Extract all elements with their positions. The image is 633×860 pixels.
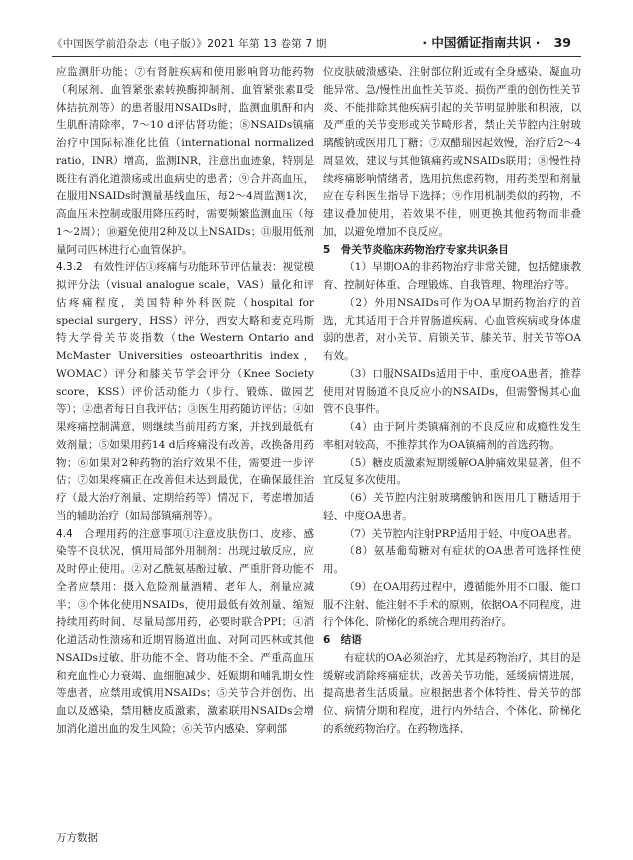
right-column	[323, 64, 581, 739]
section-header	[422, 33, 571, 51]
footer-watermark: 万方数据	[56, 832, 98, 844]
consensus-item: （2）外用NSAIDs可作为OA早期药物治疗的首选，尤其适用于合并胃肠道疾病、心血管疾病或身体虚弱的患者，对小关节、肩锁关节、膝关节、肘关节等OA有效。	[323, 296, 581, 362]
consensus-item: （8）氨基葡萄糖对有症状的OA患者可选择性使用。	[323, 545, 581, 575]
consensus-item: （4）由于阿片类镇痛剂的不良反应和成瘾性发生率相对较高，不推荐其作为OA镇痛剂的首选药物。	[323, 421, 581, 451]
section-title: · 中国循证指南共识 ·	[422, 35, 541, 50]
consensus-item: （9）在OA用药过程中，遵循能外用不口服、能口服不注射、能注射不手术的原则，依据OA不同程度，进行个体化、阶梯化的系统合理用药治疗。	[323, 580, 581, 629]
journal-header: 《中国医学前沿杂志（电子版）》2021 年第 13 卷第 7 期	[52, 38, 327, 50]
page-number: 39	[553, 35, 571, 50]
consensus-item: （7）关节腔内注射PRP适用于轻、中度OA患者。	[344, 527, 578, 540]
consensus-item: （6）关节腔内注射玻璃酸钠和医用几丁糖适用于轻、中度OA患者。	[323, 492, 581, 522]
consensus-item: （1）早期OA的非药物治疗非常关键，包括健康教育、控制好体重、合理锻炼、自我管理、物理治疗等。	[323, 261, 581, 291]
header-divider	[52, 56, 581, 57]
subsection-label: 4.3.2 有效性评估	[56, 261, 146, 274]
consensus-item: （5）糖皮质激素短期缓解OA肿痛效果显著，但不宜反复多次使用。	[323, 456, 581, 487]
consensus-item: （3）口服NSAIDs适用于中、重度OA患者，推荐使用对胃肠道不良反应小的NSAIDs，但需警惕其心血管不良事件。	[323, 367, 581, 416]
paragraph: 位皮肤破溃感染、注射部位附近或有全身感染、凝血功能异常、急/慢性出血性关节炎、损伤严重的创伤性关节炎、不能排除其他疾病引起的关节明显肿胀和积液，以及严重的关节变形或关节畸形者，禁止关节腔内注射玻璃酸钠或医用几丁糖；⑦双醋瑞因起效慢，治疗后2～4周显效，建议与其他镇痛药或NSAIDs联用；⑧慢性持续疼痛影响情绪者，选用抗焦虑药物，用药类型和剂量应在专科医生指导下选择；⑨作用机制类似的药物，不建议叠加使用，若效果不佳，则更换其他药物而非叠加，以避免增加不良反应。	[323, 66, 581, 238]
paragraph: 4.3.2 有效性评估①疼痛与功能环节评估量表：视觉模拟评分法（visual analogue scale，VAS）量化和评估疼痛程度，美国特种外科医院（hospital for special surgery，HSS）评分，西安大略和麦克玛斯特大学骨关节炎指数（the Western Ontario and McMaster Universities osteoarthritis index，WOMAC）评分和膝关节学会评分（Knee Society score，KSS）评价活动能力（步行、锻炼、做园艺等）；②患者每日自我评估；③医生用药随访评估；④如果疼痛控制满意，则继续当前用药方案，并找到最低有效剂量；⑤如果用药14 d后疼痛没有改善，改换备用药物；⑥如果对2种药物的治疗效果不佳，需要进一步评估；⑦如果疼痛正在改善但未达到最优，在确保最佳治疗（最大治疗剂量、定期给药等）情况下，考虑增加适当的辅助治疗（如局部镇痛剂等）。	[56, 261, 315, 522]
section-heading: 5 骨关节炎临床药物治疗专家共识条目	[323, 243, 509, 256]
subsection-label: 4.4 合理用药的注意事项	[56, 527, 183, 540]
paragraph: 4.4 合理用药的注意事项①注意皮肤伤口、皮疹、感染等不良状况，慎用局部外用制剂：出现过敏反应，应及时停止使用。②对乙酰氨基酚过敏、严重肝肾功能不全者应禁用：摄入危险剂量酒精、老年人，剂量应减半；③个体化使用NSAIDs，使用最低有效剂量、缩短持续用药时间、尽量局部用药，必要时联合PPI；④消化道活动性溃疡和近期胃肠道出血、对阿司匹林或其他NSAIDs过敏、肝功能不全、肾功能不全、严重高血压和充血性心力衰竭、血细胞减少、妊娠期和哺乳期女性等患者，应禁用或慎用NSAIDs；⑤关节合并创伤、出血以及感染，禁用糖皮质激素，激素联用NSAIDs会增加消化道出血的发生风险；⑥关节内感染、穿刺部	[56, 527, 315, 735]
paragraph: 应监测肝功能；⑦有肾脏疾病和使用影响肾功能药物（利尿剂、血管紧张素转换酶抑制剂、血管紧张素Ⅱ受体拮抗剂等）的患者服用NSAIDs时，监测血肌酐和内生肌酐清除率，7～10 d评估肾功能；⑧NSAIDs镇痛治疗中国际标准化比值（international normalized ratio，INR）增高，监测INR，注意出血迹象，特别是既往有消化道溃疡或出血病史的患者；⑨合并高血压，在服用NSAIDs时测量基线血压，每2～4周监测1次，高血压未控制或服用降压药时，需要频繁监测血压（每1～2周）；⑩避免使用2种及以上NSAIDs；⑪服用低剂量阿司匹林进行心血管保护。	[56, 66, 314, 256]
left-column	[56, 64, 314, 739]
section-heading: 6 结语	[323, 634, 362, 646]
paragraph: 有症状的OA必须治疗，尤其是药物治疗，其目的是缓解或消除疼痛症状，改善关节功能，延缓病情进展，提高患者生活质量。应根据患者个体特性、骨关节的部位、病情分期和程度，进行内外结合、个体化、阶梯化的系统药物治疗。在药物选择、	[323, 651, 581, 735]
